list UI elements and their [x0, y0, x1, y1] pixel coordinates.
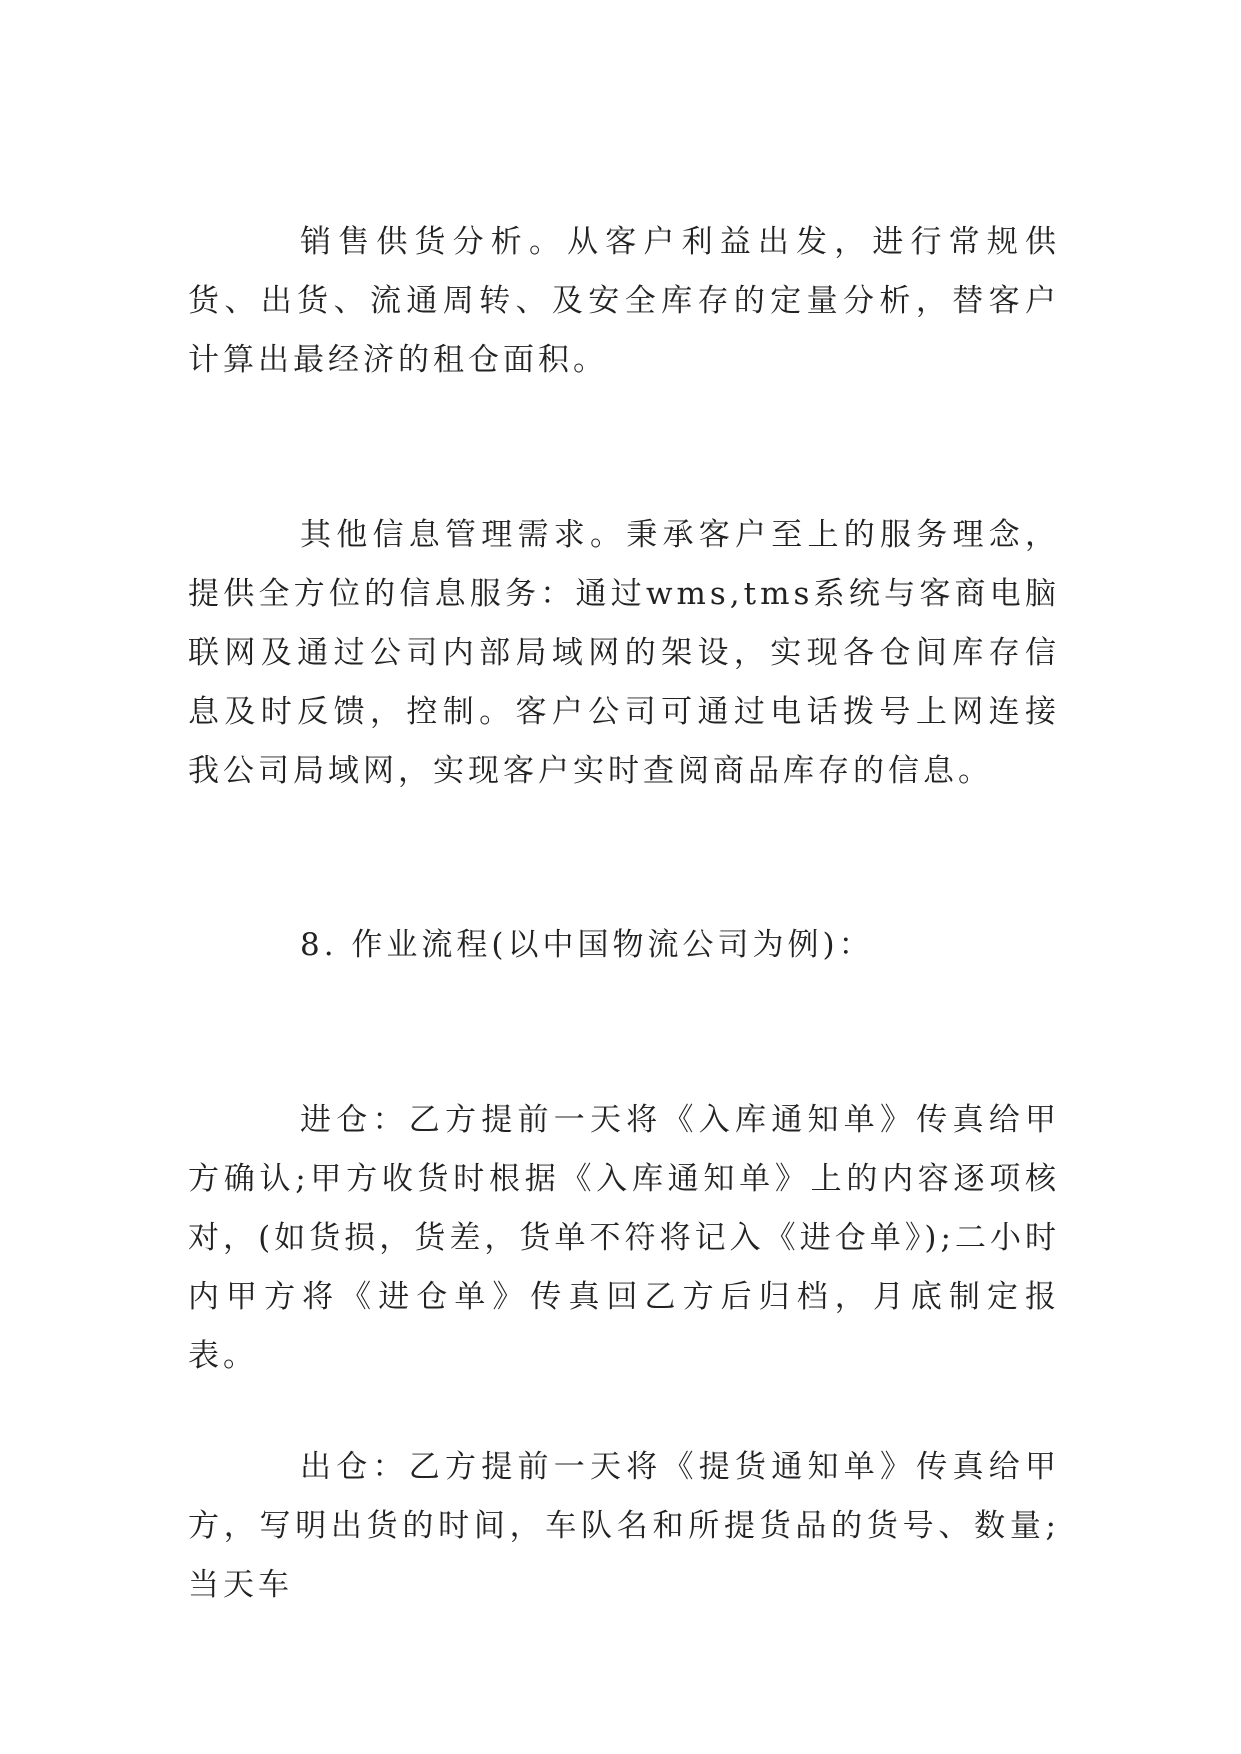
- section-heading-workflow: 8. 作业流程(以中国物流公司为例)：: [300, 927, 874, 963]
- paragraph-warehouse-inbound: 进仓：乙方提前一天将《入库通知单》传真给甲方确认;甲方收货时根据《入库通知单》上的内容逐项核对，(如货损，货差，货单不符将记入《进仓单》);二小时内甲方将《进仓单》传真回乙方后归档，月底制定报表。: [188, 1102, 1060, 1374]
- paragraph-warehouse-outbound: 出仓：乙方提前一天将《提货通知单》传真给甲方，写明出货的时间，车队名和所提货品的货号、数量;当天车: [188, 1449, 1060, 1603]
- paragraph-information-management: 其他信息管理需求。秉承客户至上的服务理念，提供全方位的信息服务：通过wms,tms系统与客商电脑联网及通过公司内部局域网的架设，实现各仓间库存信息及时反馈，控制。客户公司可通过电话拨号上网连接我公司局域网，实现客户实时查阅商品库存的信息。: [188, 517, 1060, 789]
- paragraph-sales-supply-analysis: 销售供货分析。从客户利益出发，进行常规供货、出货、流通周转、及安全库存的定量分析，替客户计算出最经济的租仓面积。: [188, 224, 1060, 378]
